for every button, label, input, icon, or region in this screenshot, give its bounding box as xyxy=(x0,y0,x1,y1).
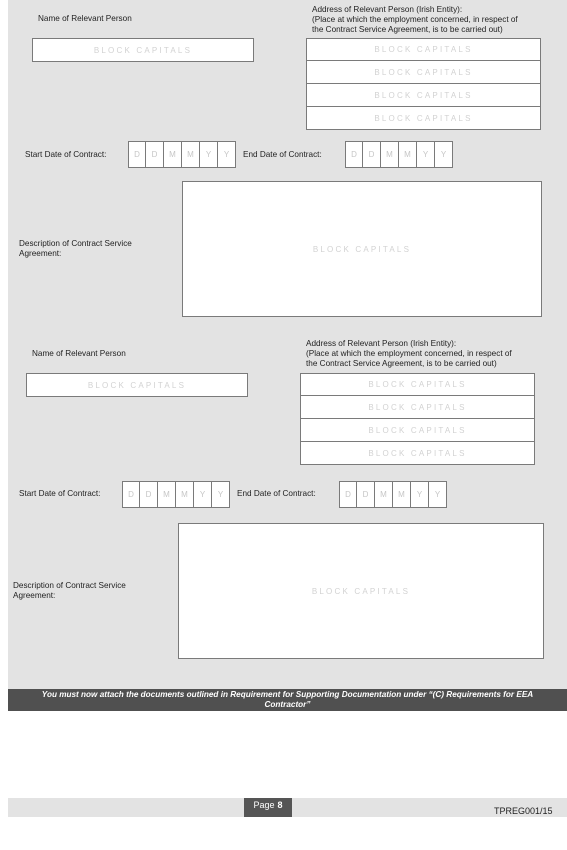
date-cell[interactable]: Y xyxy=(194,481,212,508)
date-cell[interactable]: Y xyxy=(417,141,435,168)
date-cell[interactable]: M xyxy=(381,141,399,168)
date-cell[interactable]: D xyxy=(146,141,164,168)
address-line-3[interactable]: BLOCK CAPITALS xyxy=(300,419,535,442)
start-date-label: Start Date of Contract: xyxy=(19,489,101,498)
name-label: Name of Relevant Person xyxy=(32,349,126,358)
address-fields xyxy=(300,373,535,465)
address-line-1[interactable]: BLOCK CAPITALS xyxy=(300,373,535,396)
date-cell[interactable]: M xyxy=(393,481,411,508)
address-note-1: (Place at which the employment concerned, in respect of xyxy=(306,349,512,358)
address-note-1: (Place at which the employment concerned, in respect of xyxy=(312,15,518,24)
address-line-2[interactable]: BLOCK CAPITALS xyxy=(300,396,535,419)
date-cell[interactable]: Y xyxy=(411,481,429,508)
date-cell[interactable]: Y xyxy=(200,141,218,168)
page-number: 8 xyxy=(277,800,283,810)
date-cell[interactable]: D xyxy=(357,481,375,508)
address-note-2: the Contract Service Agreement, is to be carried out) xyxy=(312,25,503,34)
start-date-label: Start Date of Contract: xyxy=(25,150,107,159)
address-title: Address of Relevant Person (Irish Entity): xyxy=(306,339,457,348)
date-cell[interactable]: D xyxy=(345,141,363,168)
date-cell[interactable]: M xyxy=(399,141,417,168)
description-label-1: Description of Contract Service xyxy=(19,239,132,248)
address-line-4[interactable]: BLOCK CAPITALS xyxy=(306,107,541,130)
date-cell[interactable]: Y xyxy=(429,481,447,508)
date-cell[interactable]: D xyxy=(140,481,158,508)
address-line-2[interactable]: BLOCK CAPITALS xyxy=(306,61,541,84)
page-label: Page xyxy=(253,800,275,810)
name-field[interactable]: BLOCK CAPITALS xyxy=(32,38,254,62)
attachment-notice: You must now attach the documents outlined in Requirement for Supporting Documentation under “(C) Requirements for EEA Contractor” xyxy=(8,689,567,711)
name-field[interactable]: BLOCK CAPITALS xyxy=(26,373,248,397)
end-date-label: End Date of Contract: xyxy=(237,489,316,498)
end-date-label: End Date of Contract: xyxy=(243,150,322,159)
date-cell[interactable]: Y xyxy=(212,481,230,508)
date-cell[interactable]: M xyxy=(158,481,176,508)
description-field[interactable]: BLOCK CAPITALS xyxy=(178,523,544,659)
start-date-field[interactable] xyxy=(128,141,236,168)
date-cell[interactable]: D xyxy=(339,481,357,508)
page-indicator xyxy=(244,798,292,817)
address-title: Address of Relevant Person (Irish Entity): xyxy=(312,5,463,14)
end-date-field[interactable] xyxy=(345,141,453,168)
date-cell[interactable]: Y xyxy=(218,141,236,168)
date-cell[interactable]: Y xyxy=(435,141,453,168)
end-date-field[interactable] xyxy=(339,481,447,508)
date-cell[interactable]: D xyxy=(128,141,146,168)
address-line-4[interactable]: BLOCK CAPITALS xyxy=(300,442,535,465)
form-code: TPREG001/15 xyxy=(494,806,553,816)
description-field[interactable]: BLOCK CAPITALS xyxy=(182,181,542,317)
description-label-2: Agreement: xyxy=(19,249,62,258)
address-line-1[interactable]: BLOCK CAPITALS xyxy=(306,38,541,61)
address-fields xyxy=(306,38,541,130)
description-label-2: Agreement: xyxy=(13,591,56,600)
date-cell[interactable]: D xyxy=(122,481,140,508)
date-cell[interactable]: M xyxy=(164,141,182,168)
address-line-3[interactable]: BLOCK CAPITALS xyxy=(306,84,541,107)
address-note-2: the Contract Service Agreement, is to be carried out) xyxy=(306,359,497,368)
description-label-1: Description of Contract Service xyxy=(13,581,126,590)
date-cell[interactable]: D xyxy=(363,141,381,168)
date-cell[interactable]: M xyxy=(375,481,393,508)
date-cell[interactable]: M xyxy=(176,481,194,508)
name-label: Name of Relevant Person xyxy=(38,14,132,23)
date-cell[interactable]: M xyxy=(182,141,200,168)
start-date-field[interactable] xyxy=(122,481,230,508)
